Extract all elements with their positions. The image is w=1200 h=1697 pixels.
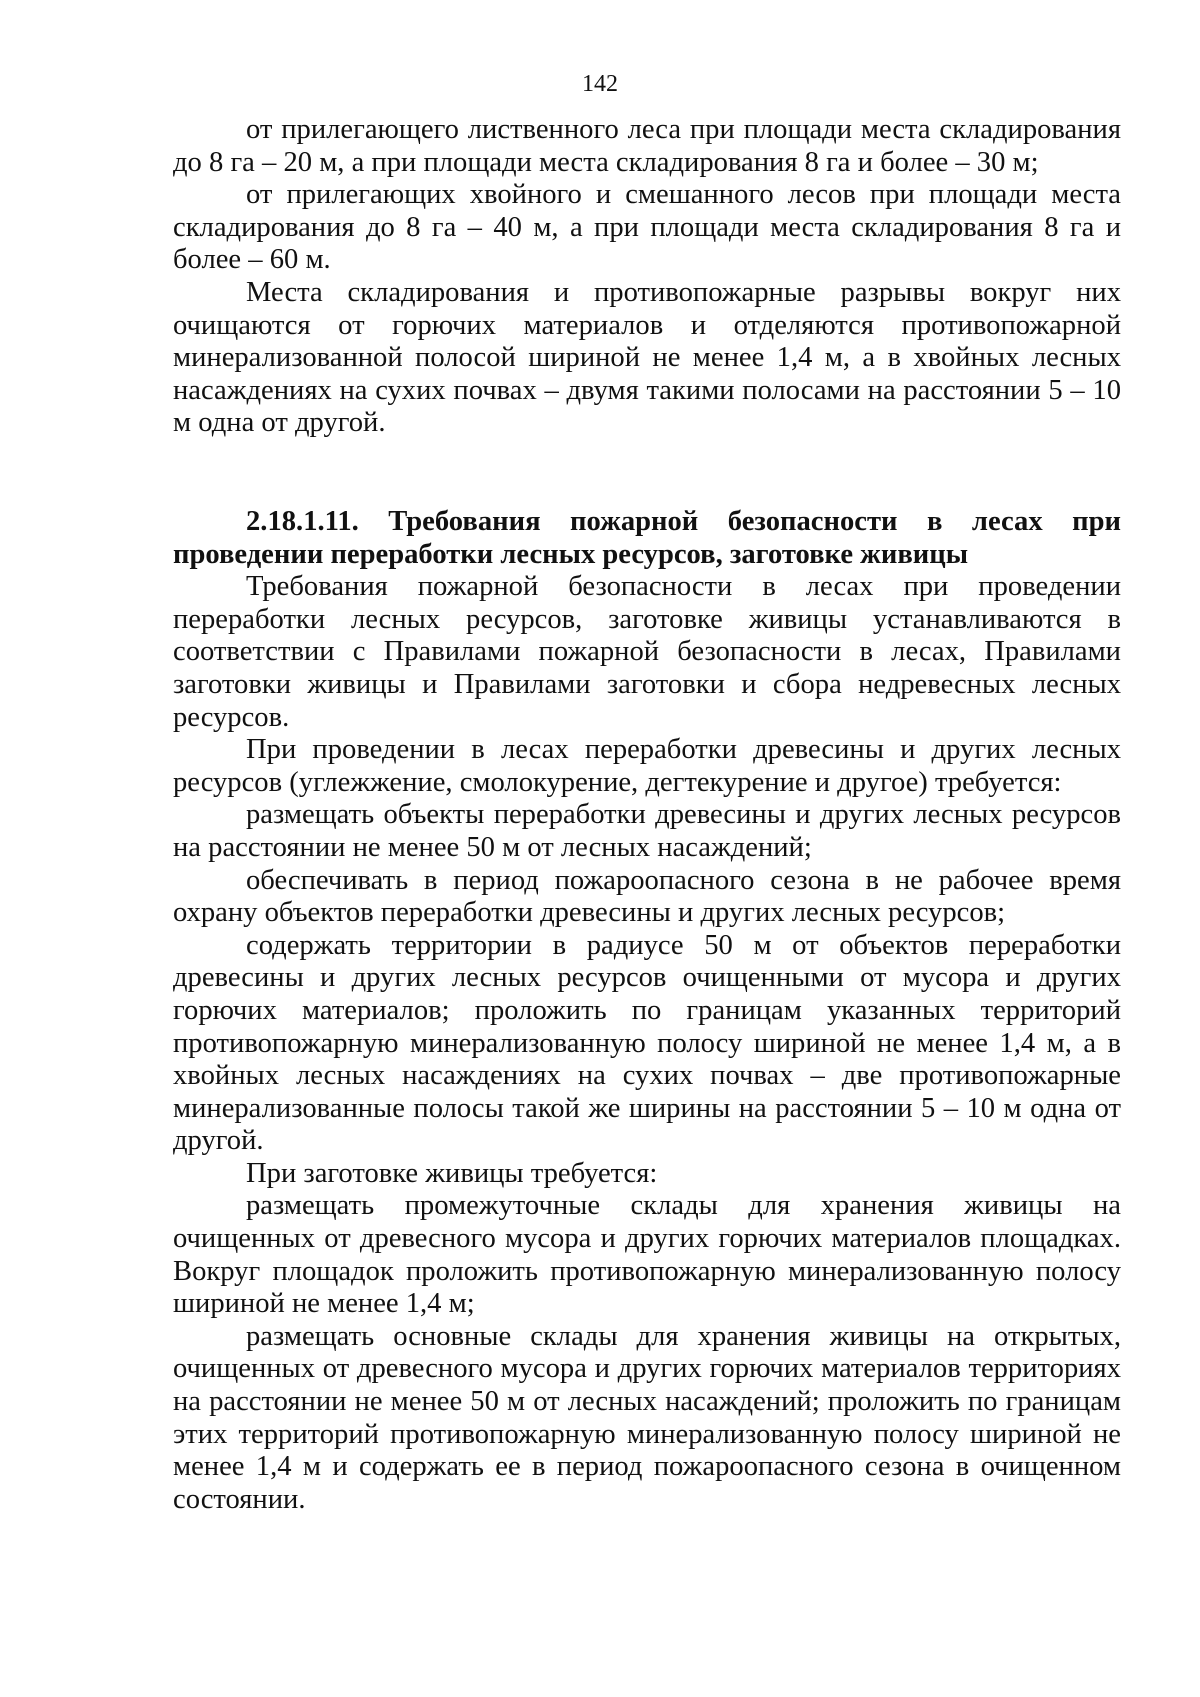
page-number: 142	[582, 71, 618, 97]
paragraph: от прилегающих хвойного и смешанного лесов при площади места складирования до 8 га – 40 м, а при площади места складирования 8 га и более – 60 м.	[173, 179, 1121, 276]
paragraph: размещать объекты переработки древесины и других лесных ресурсов на расстоянии не менее 50 м от лесных насаждений;	[173, 799, 1121, 863]
paragraph: Места складирования и противопожарные разрывы вокруг них очищаются от горючих материалов и отделяются противопожарной минерализованной полосой шириной не менее 1,4 м, а в хвойных лесных насаждениях на сухих почвах – двумя такими полосами на расстоянии 5 – 10 м одна от другой.	[173, 276, 1121, 439]
paragraph: содержать территории в радиусе 50 м от объектов переработки древесины и других лесных ресурсов очищенными от мусора и других горючих материалов; проложить по границам указанных территорий противопожарную минерализованную полосу шириной не менее 1,4 м, а в хвойных лесных насаждениях на сухих почвах – две противопожарные минерализованные полосы такой же ширины на расстоянии 5 – 10 м одна от другой.	[173, 929, 1121, 1157]
paragraph: Требования пожарной безопасности в лесах при проведении переработки лесных ресурсов, заготовке живицы устанавливаются в соответствии с Правилами пожарной безопасности в лесах, Правилами заготовки живицы и Правилами заготовки и сбора недревесных лесных ресурсов.	[173, 571, 1121, 733]
section-block	[173, 506, 1121, 1516]
paragraph: При заготовке живицы требуется:	[246, 1157, 658, 1189]
paragraph: размещать основные склады для хранения живицы на открытых, очищенных от древесного мусора и других горючих материалов территориях на расстоянии не менее 50 м от лесных насаждений; проложить по границам этих территорий противопожарную минерализованную полосу шириной не менее 1,4 м и содержать ее в период пожароопасного сезона в очищенном состоянии.	[173, 1320, 1121, 1515]
paragraph: При проведении в лесах переработки древесины и других лесных ресурсов (углежжение, смолокурение, дегтекурение и другое) требуется:	[173, 734, 1121, 798]
paragraph: обеспечивать в период пожароопасного сезона в не рабочее время охрану объектов переработки древесины и других лесных ресурсов;	[173, 864, 1121, 929]
paragraph: размещать промежуточные склады для хранения живицы на очищенных от древесного мусора и других горючих материалов площадках. Вокруг площадок проложить противопожарную минерализованную полосу шириной не менее 1,4 м;	[173, 1190, 1121, 1320]
paragraph: от прилегающего лиственного леса при площади места складирования до 8 га – 20 м, а при площади места складирования 8 га и более – 30 м;	[173, 114, 1121, 178]
top-text-block	[173, 114, 1121, 440]
section-heading: 2.18.1.11. Требования пожарной безопасности в лесах при проведении переработки лесных ресурсов, заготовке живицы	[173, 506, 1121, 570]
